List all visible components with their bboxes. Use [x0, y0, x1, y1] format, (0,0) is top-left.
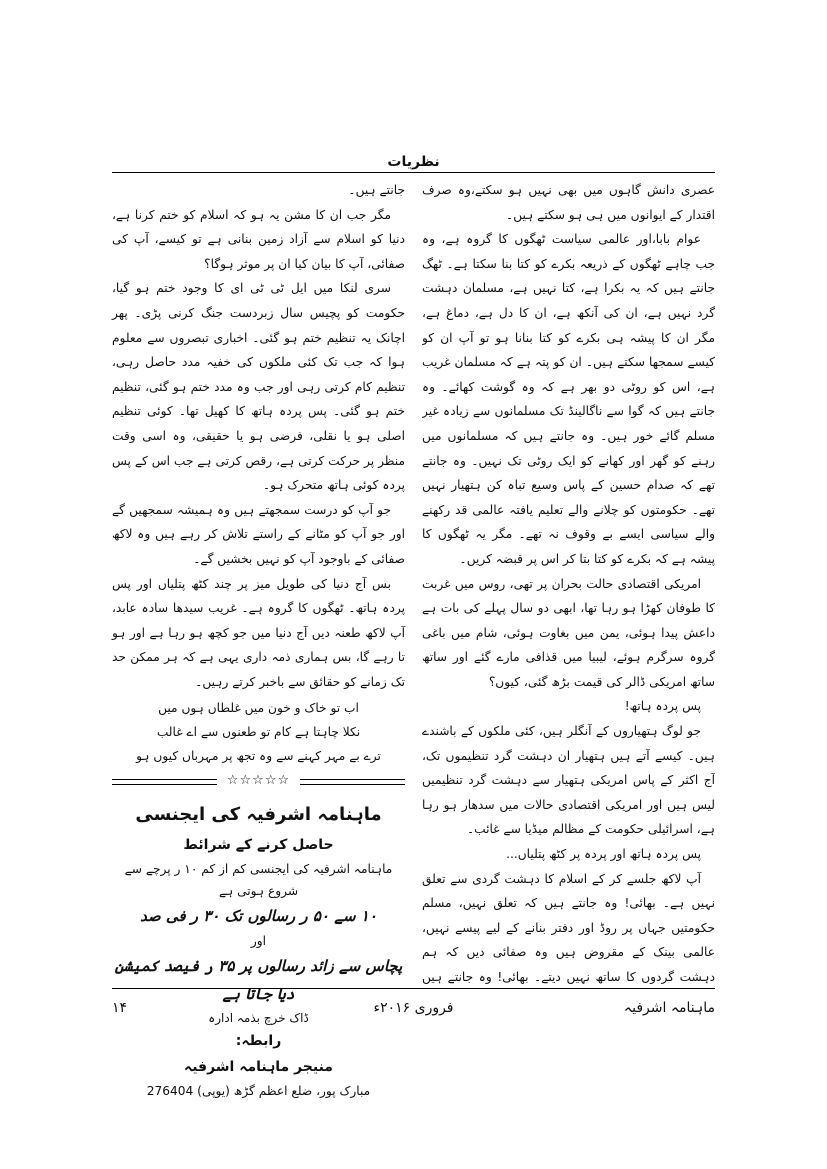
- header-divider: [112, 172, 715, 173]
- agency-advertisement: [112, 798, 405, 1102]
- paragraph: جو آپ کو درست سمجھتے ہیں وہ ہمیشہ سمجھیں گے اور جو آپ کو مٹانے کے راستے تلاش کر رہے ہیں وہ لاکھ صفائی کے باوجود آپ کو نہیں بخشیں گے۔: [112, 502, 405, 566]
- paragraph: جانتے ہیں۔: [348, 183, 405, 197]
- footer-issue-date: فروری ۲۰۱۶ء: [373, 1000, 454, 1016]
- paragraph: عوام بابا،اور عالمی سیاست ٹھگوں کا گروہ ہے، وہ جب چاہے ٹھگوں کے ذریعہ بکرے کو کتا بنا سکتا ہے۔ ٹھگ جانتے ہیں کہ یہ بکرا ہے، کتا نہیں ہے، مسلمان دہشت گرد نہیں ہے، ان کی آنکھ ہے، ان کا دل ہے، دماغ ہے، مگر ان کا پیشہ ہی بکرے کو کتا بنانا ہو تو آپ ان کو کیسے سمجھا سکتے ہیں۔ ان کو پتہ ہے کہ مسلمان غریب ہے، اس کو روٹی دو بھر ہے کہ وہ گوشت کھائے۔ وہ جانتے ہیں کہ گوا سے ناگالینڈ تک مسلمانوں سے زیادہ غیر مسلم گائے خور ہیں۔ وہ جانتے ہیں کہ مسلمانوں میں رہنے کو گھر اور کھانے کو ایک روٹی تک نہیں۔ وہ جانتے تھے کہ صدام حسین کے پاس وسیع تباہ کن ہتھیار نہیں تھے۔ حکومتوں کو چلانے والے تعلیم یافتہ عالمی قد رکھنے والے سیاسی ایسے بے وقوف نہ تھے۔ مگر یہ ٹھگوں کا پیشہ ہے کہ بکرے کو کتا بتا کر اس پر قبضہ کریں۔: [422, 232, 715, 566]
- star-divider: [112, 774, 405, 790]
- paragraph: پس پردہ ہاتھ اور پردہ پر کٹھ پتلیاں...: [506, 847, 701, 862]
- footer-divider: [112, 988, 715, 989]
- paragraph: عصری دانش گاہوں میں بھی نہیں ہو سکتے،وہ صرف اقتدار کے ایوانوں میں ہی ہو سکتے ہیں۔: [422, 183, 715, 222]
- footer-magazine-name: ماہنامہ اشرفیہ: [623, 1000, 715, 1016]
- ad-contact-name: منیجر ماہنامہ اشرفیہ: [184, 1059, 333, 1076]
- page-number: ۱۴: [112, 1000, 128, 1016]
- ad-address: مبارک پور، ضلع اعظم گڑھ (یوپی) 276404: [146, 1084, 371, 1099]
- right-column: [422, 178, 715, 986]
- left-column: [112, 178, 405, 1102]
- paragraph: آپ لاکھ جلسے کر کے اسلام کا دہشت گردی سے تعلق نہیں ہے۔ بھائی! وہ جانتے ہیں کہ تعلق نہیں، مسلم حکومتیں جہاں پر روڈ اور دفتر بنانے کے لیے پیسے نہیں، عالمی بینک کے مقروض ہیں وہ صفائی دیں کہ ہم دہشت گردوں کا ساتھ نہیں دیتے۔ بھائی! وہ جانتے ہیں: [422, 871, 715, 984]
- paragraph: امریکی اقتصادی حالت بحران پر تھی، روس میں غربت کا طوفان کھڑا ہو رہا تھا، ابھی دو سال پہلے کی بات ہے داعش پیدا ہوئی، یمن میں بغاوت ہوئی، شام میں باغی گروہ سرگرم ہوئے، لیبیا میں قذافی مارے گئے اور ساتھ ساتھ امریکی ڈالر کی قیمت بڑھ گئی، کیوں؟: [422, 576, 715, 689]
- ad-commission-line: پچاس سے زائد رسالوں پر ۳۵ ر فیصد کمیشن دیا جاتا ہے: [114, 957, 403, 1004]
- ad-postage-note: ڈاک خرچ بذمہ ادارہ: [208, 1011, 309, 1026]
- stars-icon: ☆☆☆☆☆: [226, 773, 291, 789]
- section-title: نظریات: [387, 154, 440, 170]
- poem-line: اب تو خاک و خون میں غلطاں ہوں میں: [158, 701, 359, 716]
- ad-contact-label: رابطہ:: [235, 1033, 282, 1050]
- ad-line: ماہنامہ اشرفیہ کی ایجنسی کم از کم ۱۰ ر پرچے سے شروع ہوتی ہے: [124, 862, 393, 899]
- paragraph: جو لوگ ہتھیاروں کے آنگلر ہیں، کئی ملکوں کے باشندے ہیں۔ کیسے آتے ہیں ہتھیار ان دہشت گرد تنظیموں تک، آج اکثر کے پاس امریکی ہتھیار سے دہشت گرد تنظیمیں لیس ہیں اور امریکی اقتصادی حالات میں سدھار ہو رہا ہے، اسرائیلی حکومت کے مظالم میڈیا سے غائب۔: [422, 724, 715, 837]
- divider-line: [300, 779, 405, 785]
- paragraph: پس پردہ ہاتھ!: [624, 699, 701, 714]
- paragraph: بس آج دنیا کی طویل میز پر چند کٹھ پتلیاں اور پس پردہ ہاتھ۔ ٹھگوں کا گروہ ہے۔ غریب سیدھا سادہ عابد، آپ لاکھ طعنہ دیں آج دنیا میں جو کچھ ہو رہا ہے اور ہو تا رہے گا، بس ہماری ذمہ داری یہی ہے کہ ہر ممکن حد تک زمانے کو حقائق سے باخبر کرتے رہیں۔: [112, 576, 405, 689]
- ad-line: اور: [250, 934, 267, 949]
- ad-commission-line: ۱۰ سے ۵۰ ر رسالوں تک ۳۰ ر فی صد: [140, 907, 377, 926]
- poem-line: ترے بے مہر کہنے سے وہ تجھ پر مہرباں کیوں ہو: [136, 749, 381, 764]
- paragraph: مگر جب ان کا مشن یہ ہو کہ اسلام کو ختم کرنا ہے، دنیا کو اسلام سے آزاد زمین بنانی ہے تو کیسے، آپ کی صفائی، آپ کا بیان کیا ان پر موثر ہوگا؟: [112, 207, 405, 271]
- paragraph: سری لنکا میں ایل ٹی ٹی ای کا وجود ختم ہو گیا، حکومت کو پچیس سال زبردست جنگ کرنی پڑی۔ پھر اچانک یہ تنظیم ختم ہو گئی۔ اخباری تبصروں سے معلوم ہوا کہ جب تک کئی ملکوں کی خفیہ مدد حاصل رہی، تنظیم کام کرتی رہی اور جب وہ مدد ختم ہو گئی، تنظیم ختم ہو گئی۔ پس پردہ ہاتھ کا کھیل تھا۔ کوئی تنظیم اصلی ہو یا نقلی، فرضی ہو یا حقیقی، وہ اسی وقت منظر پر حرکت کرتی ہے، رقص کرتی ہے جب اس کے پس پردہ کوئی ہاتھ متحرک ہو۔: [112, 281, 405, 493]
- ad-subtitle: حاصل کرنے کے شرائط: [183, 837, 334, 854]
- poem-line: نکلا چاہتا ہے کام تو طعنوں سے اے غالب: [156, 725, 361, 740]
- ad-title: ماہنامہ اشرفیہ کی ایجنسی: [135, 804, 382, 826]
- poem: [112, 696, 405, 768]
